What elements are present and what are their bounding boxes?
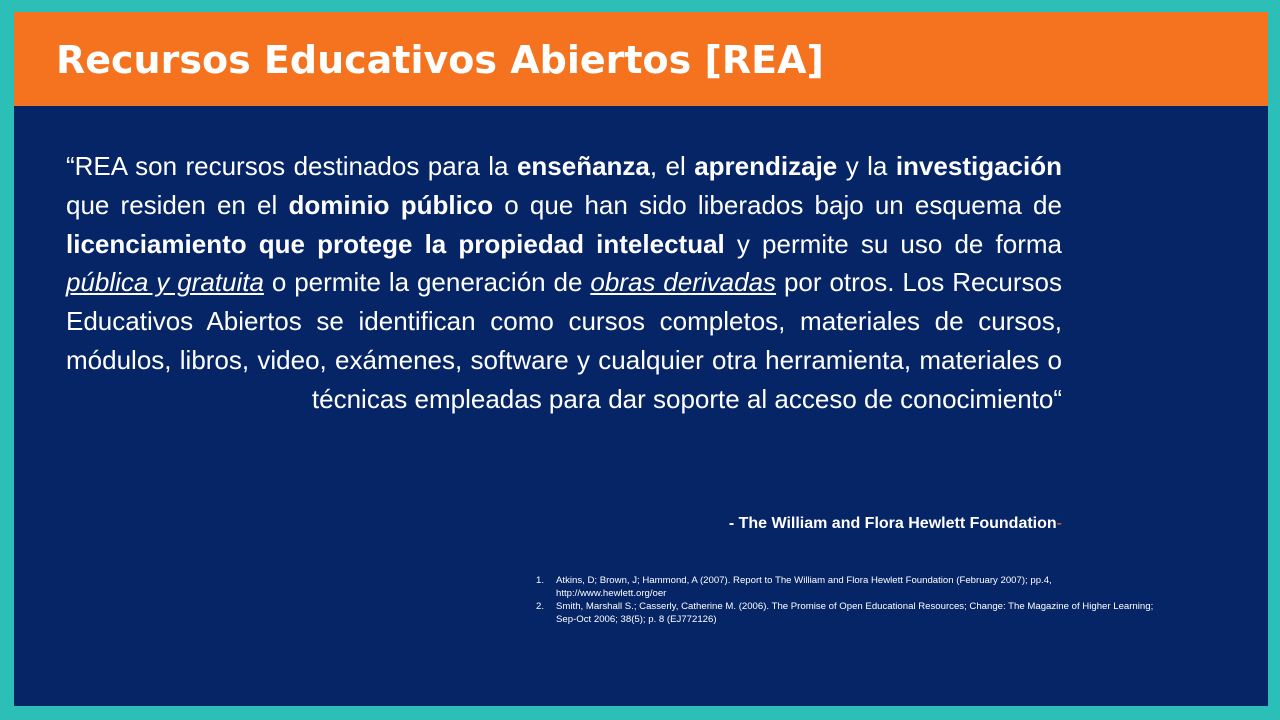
quote-segment: y la bbox=[837, 151, 896, 181]
reference-text: Smith, Marshall S.; Casserly, Catherine M. (2006). The Promise of Open Educational Resources; Change: The Magazine of Higher Learning; Sep-Oct 2006; 38(5); p. 8 (EJ772126) bbox=[556, 601, 1154, 625]
reference-item bbox=[536, 600, 1156, 626]
quote-emphasis: aprendizaje bbox=[694, 151, 838, 181]
reference-number: 2. bbox=[536, 601, 545, 612]
quote-segment: o permite la generación de bbox=[263, 267, 591, 298]
quote-segment: por otros. Los Recursos Educativos Abiertos se identifican como cursos completos, materiales de cursos, módulos, libros, video, exámenes, software y cualquier otra herramienta, materiales o técnicas empleadas para dar soporte al acceso de conocimiento“ bbox=[66, 267, 1063, 414]
quote-text bbox=[66, 147, 1062, 419]
reference-text: Atkins, D; Brown, J; Hammond, A (2007). Report to The William and Flora Hewlett Foundation (February 2007); pp.4, http://www.hewlett.org/oer bbox=[556, 575, 1052, 599]
quote-underlined-phrase: obras derivadas bbox=[590, 267, 777, 298]
quote-segment: , el bbox=[649, 151, 695, 181]
reference-item bbox=[536, 574, 1156, 600]
attribution-text: - The William and Flora Hewlett Foundation bbox=[728, 515, 1057, 532]
quote-segment: o que han sido liberados bajo un esquema de bbox=[493, 189, 1062, 220]
quote-emphasis: licenciamiento que protege la propiedad intelectual bbox=[66, 228, 725, 259]
references-list bbox=[536, 574, 1156, 626]
quote-emphasis: dominio público bbox=[288, 189, 494, 220]
quote-underlined-phrase: pública y gratuita bbox=[66, 267, 264, 298]
title-bar bbox=[14, 12, 1268, 106]
slide bbox=[14, 12, 1268, 706]
quote-emphasis: enseñanza bbox=[516, 151, 650, 181]
quote-segment: que residen en el bbox=[66, 189, 289, 220]
quote-segment: “REA son recursos destinados para la bbox=[66, 151, 517, 181]
slide-title: Recursos Educativos Abiertos [REA] bbox=[56, 38, 824, 82]
attribution-trailing-dash: - bbox=[1056, 515, 1062, 532]
quote-emphasis: investigación bbox=[895, 151, 1062, 181]
quote-attribution bbox=[514, 514, 1062, 534]
reference-number: 1. bbox=[536, 575, 545, 586]
quote-segment: y permite su uso de forma bbox=[724, 228, 1062, 259]
